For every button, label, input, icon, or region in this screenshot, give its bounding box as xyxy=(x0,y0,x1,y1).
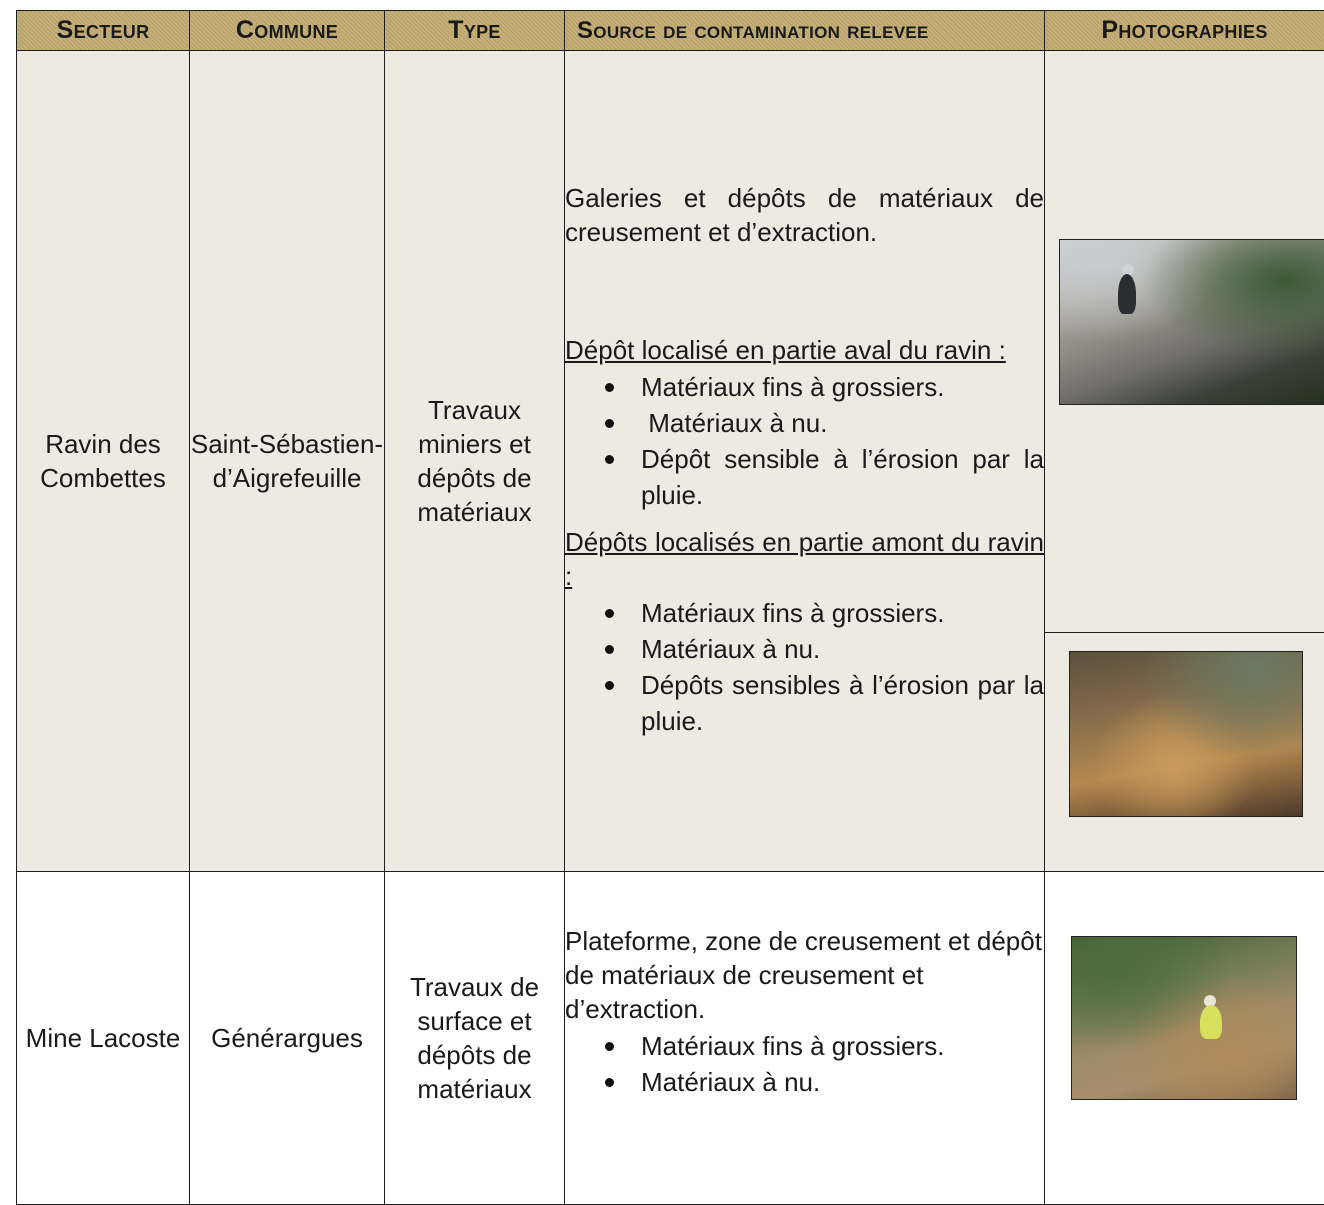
list-item: Matériaux fins à grossiers. xyxy=(603,1028,1044,1064)
photo-divider xyxy=(1045,632,1324,633)
photo-ravin-aval xyxy=(1059,239,1324,405)
person-figure xyxy=(1200,1005,1222,1039)
photo-ravin-amont xyxy=(1069,651,1303,817)
header-photographies: Photographies xyxy=(1045,11,1324,51)
cell-secteur: Ravin des Combettes xyxy=(17,51,190,872)
photo-stack xyxy=(1045,51,1324,871)
list-item: Matériaux fins à grossiers. xyxy=(603,595,1044,631)
person-figure xyxy=(1118,274,1136,314)
header-commune: Commune xyxy=(190,11,385,51)
bullet-list xyxy=(565,595,1044,739)
table-row xyxy=(17,872,1324,1205)
section-heading: Dépôt localisé en partie aval du ravin : xyxy=(565,333,1044,367)
cell-type: Travaux de surface et dépôts de matériaux xyxy=(385,872,565,1205)
section-heading: Dépôts localisés en partie amont du ravin : xyxy=(565,525,1044,593)
cell-source xyxy=(565,872,1045,1205)
list-item: Matériaux fins à grossiers. xyxy=(603,369,1044,405)
bullet-list xyxy=(565,369,1044,513)
cell-type: Travaux miniers et dépôts de matériaux xyxy=(385,51,565,872)
header-row xyxy=(17,11,1324,51)
photo-mine-lacoste xyxy=(1071,936,1297,1100)
header-source: Source de contamination relevee xyxy=(565,11,1045,51)
cell-commune: Saint-Sébastien-d’Aigrefeuille xyxy=(190,51,385,872)
source-intro: Plateforme, zone de creusement et dépôt de matériaux de creusement et d’extraction. xyxy=(565,924,1044,1026)
source-intro: Galeries et dépôts de matériaux de creusement et d’extraction. xyxy=(565,181,1044,249)
table-row xyxy=(17,51,1324,872)
cell-secteur: Mine Lacoste xyxy=(17,872,190,1205)
list-item: Matériaux à nu. xyxy=(603,405,1044,441)
cell-source xyxy=(565,51,1045,872)
list-item: Matériaux à nu. xyxy=(603,1064,1044,1100)
list-item: Dépôts sensibles à l’érosion par la pluie. xyxy=(603,667,1044,739)
cell-photographies xyxy=(1045,51,1324,872)
header-secteur: Secteur xyxy=(17,11,190,51)
cell-photographies xyxy=(1045,872,1324,1205)
list-item: Matériaux à nu. xyxy=(603,631,1044,667)
list-item: Dépôt sensible à l’érosion par la pluie. xyxy=(603,441,1044,513)
cell-commune: Générargues xyxy=(190,872,385,1205)
header-type: Type xyxy=(385,11,565,51)
photo-stack xyxy=(1045,872,1324,1152)
contamination-table xyxy=(16,10,1324,1205)
bullet-list xyxy=(565,1028,1044,1100)
